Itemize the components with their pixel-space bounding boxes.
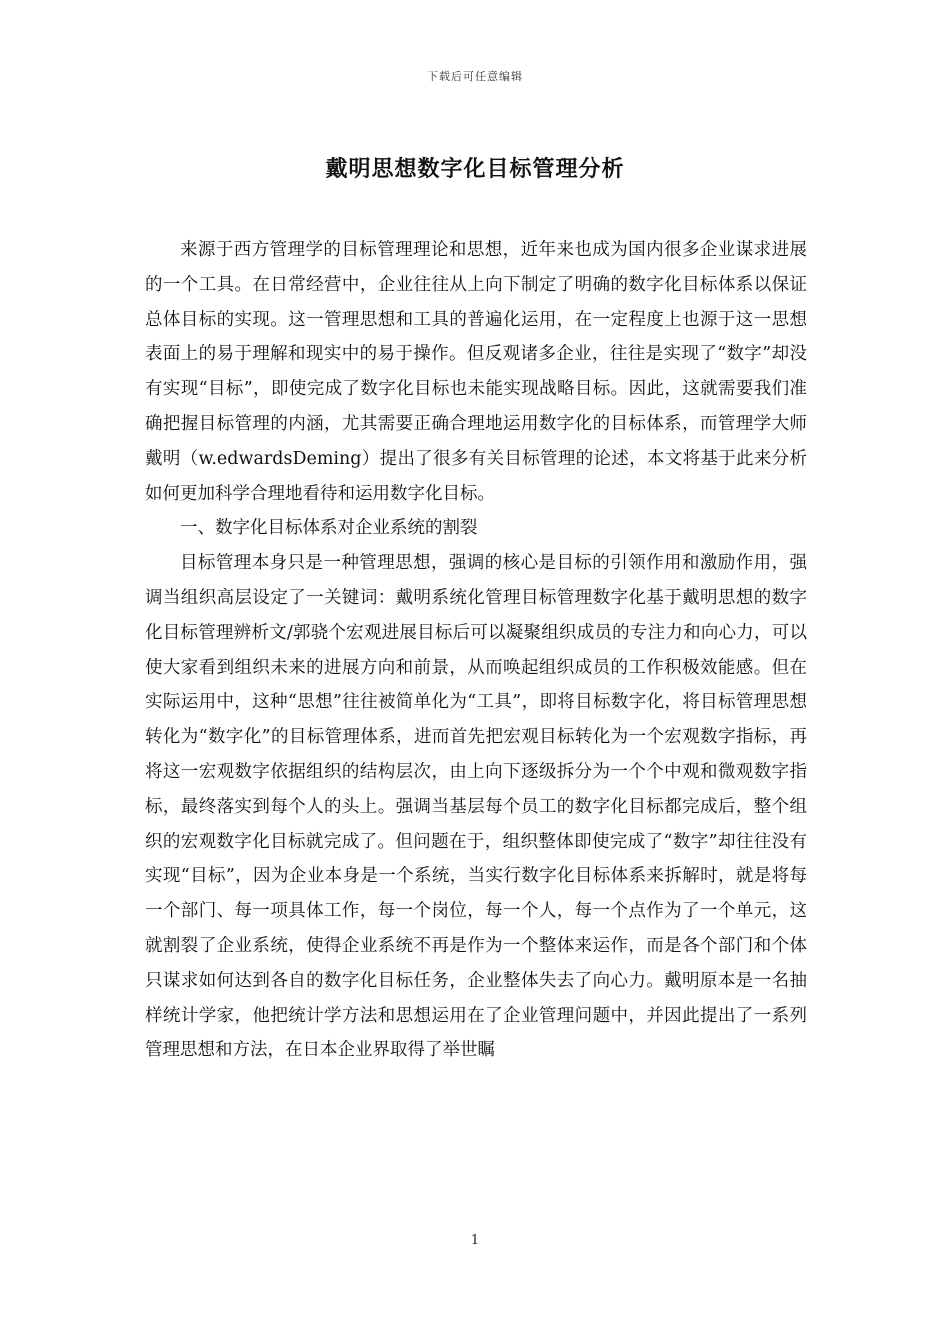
intro-paragraph: 来源于西方管理学的目标管理理论和思想，近年来也成为国内很多企业谋求进展的一个工具。在日常经营中，企业往往从上向下制定了明确的数字化目标体系以保证总体目标的实现。这一管理思想和工具的普遍化运用，在一定程度上也源于这一思想表面上的易于理解和现实中的易于操作。但反观诸多企业，往往是实现了“数字”却没有实现“目标”，即使完成了数字化目标也未能实现战略目标。因此，这就需要我们准确把握目标管理的内涵，尤其需要正确合理地运用数字化的目标体系，而管理学大师戴明（w.edwardsDeming）提出了很多有关目标管理的论述，本文将基于此来分析如何更加科学合理地看待和运用数字化目标。 xyxy=(145,240,807,504)
page-number: 1 xyxy=(470,1233,480,1248)
section-heading: 一、数字化目标体系对企业系统的割裂 xyxy=(180,518,478,539)
document-title: 戴明思想数字化目标管理分析 xyxy=(325,156,625,182)
header-note: 下载后可任意编辑 xyxy=(427,70,523,83)
document-body xyxy=(145,233,807,1068)
body-paragraph: 目标管理本身只是一种管理思想，强调的核心是目标的引领作用和激励作用，强调当组织高层设定了一关键词：戴明系统化管理目标管理数字化基于戴明思想的数字化目标管理辨析文/郭骁个宏观进展目标后可以凝聚组织成员的专注力和向心力，可以使大家看到组织未来的进展方向和前景，从而唤起组织成员的工作积极效能感。但在实际运用中，这种“思想”往往被简单化为“工具”，即将目标数字化，将目标管理思想转化为“数字化”的目标管理体系，进而首先把宏观目标转化为一个宏观数字指标，再将这一宏观数字依据组织的结构层次，由上向下逐级拆分为一个个中观和微观数字指标，最终落实到每个人的头上。强调当基层每个员工的数字化目标都完成后，整个组织的宏观数字化目标就完成了。但问题在于，组织整体即使完成了“数字”却往往没有实现“目标”，因为企业本身是一个系统，当实行数字化目标体系来拆解时，就是将每一个部门、每一项具体工作，每一个岗位，每一个人，每一个点作为了一个单元，这就割裂了企业系统，使得企业系统不再是作为一个整体来运作，而是各个部门和个体只谋求如何达到各自的数字化目标任务，企业整体失去了向心力。戴明原本是一名抽样统计学家，他把统计学方法和思想运用在了企业管理问题中，并因此提出了一系列管理思想和方法，在日本企业界取得了举世瞩 xyxy=(145,553,807,1061)
